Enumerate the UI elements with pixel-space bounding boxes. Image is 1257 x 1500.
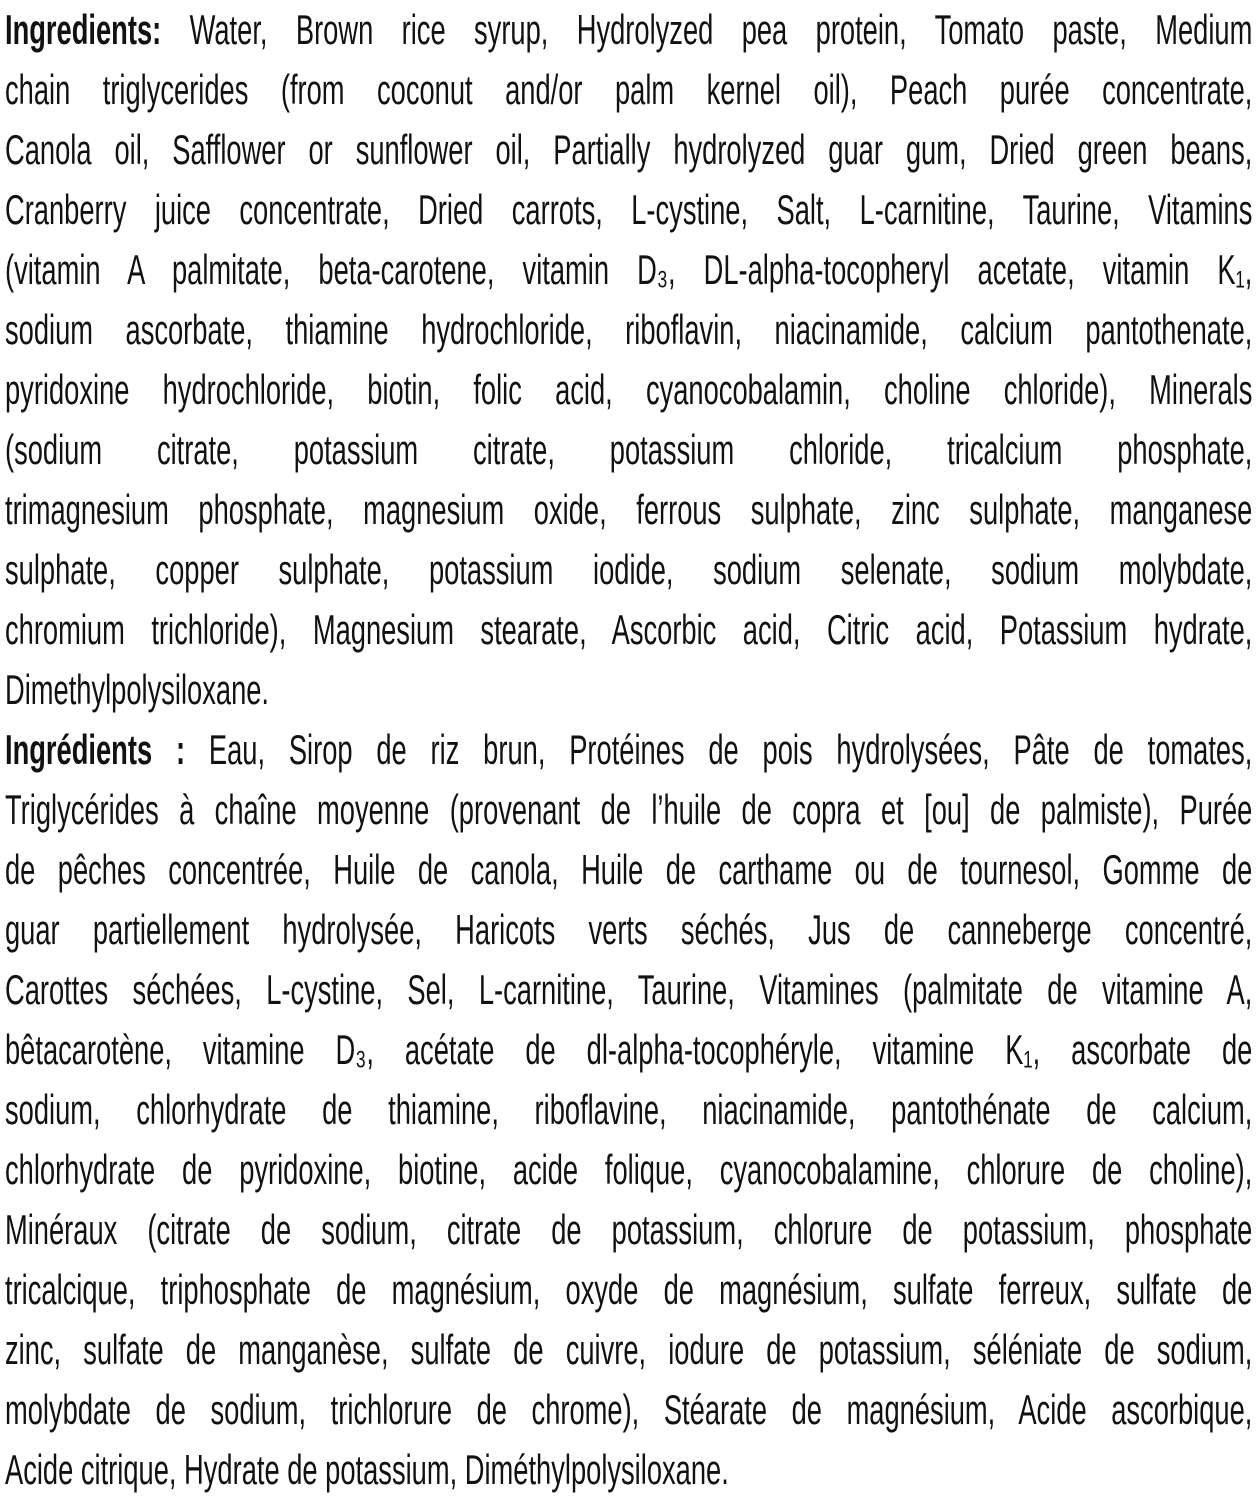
text-line: Acide citrique, Hydrate de potassium, Diméthylpolysiloxane. bbox=[5, 1446, 729, 1493]
ingredients-fr-label: Ingrédients : bbox=[5, 726, 186, 773]
text-line: Ingrédients : Eau, Sirop de riz brun, Protéines de pois hydrolysées, Pâte de tomates, bbox=[5, 726, 1253, 773]
text-line: bêtacarotène, vitamine D₃, acétate de dl-alpha-tocophéryle, vitamine K₁, ascorbate de bbox=[5, 1026, 1253, 1073]
ingredients-en-label: Ingredients: bbox=[5, 6, 162, 53]
text-line: (sodium citrate, potassium citrate, potassium chloride, tricalcium phosphate, bbox=[5, 426, 1253, 473]
ingredients-en bbox=[0, 0, 1257, 720]
ingredients-fr bbox=[0, 720, 1257, 1500]
text-line: guar partiellement hydrolysée, Haricots verts séchés, Jus de canneberge concentré, bbox=[5, 906, 1253, 953]
text-line: Triglycérides à chaîne moyenne (provenant de l’huile de copra et [ou] de palmiste), Purée bbox=[5, 786, 1253, 833]
text-line: chlorhydrate de pyridoxine, biotine, acide folique, cyanocobalamine, chlorure de choline), bbox=[5, 1146, 1253, 1193]
text-line: Canola oil, Safflower or sunflower oil, Partially hydrolyzed guar gum, Dried green beans, bbox=[5, 126, 1253, 173]
text-line: Carottes séchées, L-cystine, Sel, L-carnitine, Taurine, Vitamines (palmitate de vitamine A, bbox=[5, 966, 1253, 1013]
text-line: trimagnesium phosphate, magnesium oxide, ferrous sulphate, zinc sulphate, manganese bbox=[5, 486, 1253, 533]
text-line: Ingredients: Water, Brown rice syrup, Hydrolyzed pea protein, Tomato paste, Medium bbox=[5, 6, 1253, 53]
text-line: sodium ascorbate, thiamine hydrochloride, riboflavin, niacinamide, calcium pantothenate, bbox=[5, 306, 1253, 353]
text-line: de pêches concentrée, Huile de canola, Huile de carthame ou de tournesol, Gomme de bbox=[5, 846, 1253, 893]
text-line: pyridoxine hydrochloride, biotin, folic acid, cyanocobalamin, choline chloride), Minerals bbox=[5, 366, 1253, 413]
text-line: tricalcique, triphosphate de magnésium, oxyde de magnésium, sulfate ferreux, sulfate de bbox=[5, 1266, 1253, 1313]
text-line: Dimethylpolysiloxane. bbox=[5, 666, 270, 713]
text-line: sulphate, copper sulphate, potassium iodide, sodium selenate, sodium molybdate, bbox=[5, 546, 1253, 593]
text-line: Minéraux (citrate de sodium, citrate de potassium, chlorure de potassium, phosphate bbox=[5, 1206, 1253, 1253]
text-line: zinc, sulfate de manganèse, sulfate de cuivre, iodure de potassium, séléniate de sodium, bbox=[5, 1326, 1253, 1373]
text-line: molybdate de sodium, trichlorure de chrome), Stéarate de magnésium, Acide ascorbique, bbox=[5, 1386, 1253, 1433]
text-line: Cranberry juice concentrate, Dried carrots, L-cystine, Salt, L-carnitine, Taurine, Vitamins bbox=[5, 186, 1253, 233]
text-line: chromium trichloride), Magnesium stearate, Ascorbic acid, Citric acid, Potassium hydrate, bbox=[5, 606, 1253, 653]
text-line: sodium, chlorhydrate de thiamine, riboflavine, niacinamide, pantothénate de calcium, bbox=[5, 1086, 1253, 1133]
text-line: (vitamin A palmitate, beta-carotene, vitamin D₃, DL-alpha-tocopheryl acetate, vitamin K₁, bbox=[5, 246, 1253, 293]
text-line: chain triglycerides (from coconut and/or palm kernel oil), Peach purée concentrate, bbox=[5, 66, 1253, 113]
